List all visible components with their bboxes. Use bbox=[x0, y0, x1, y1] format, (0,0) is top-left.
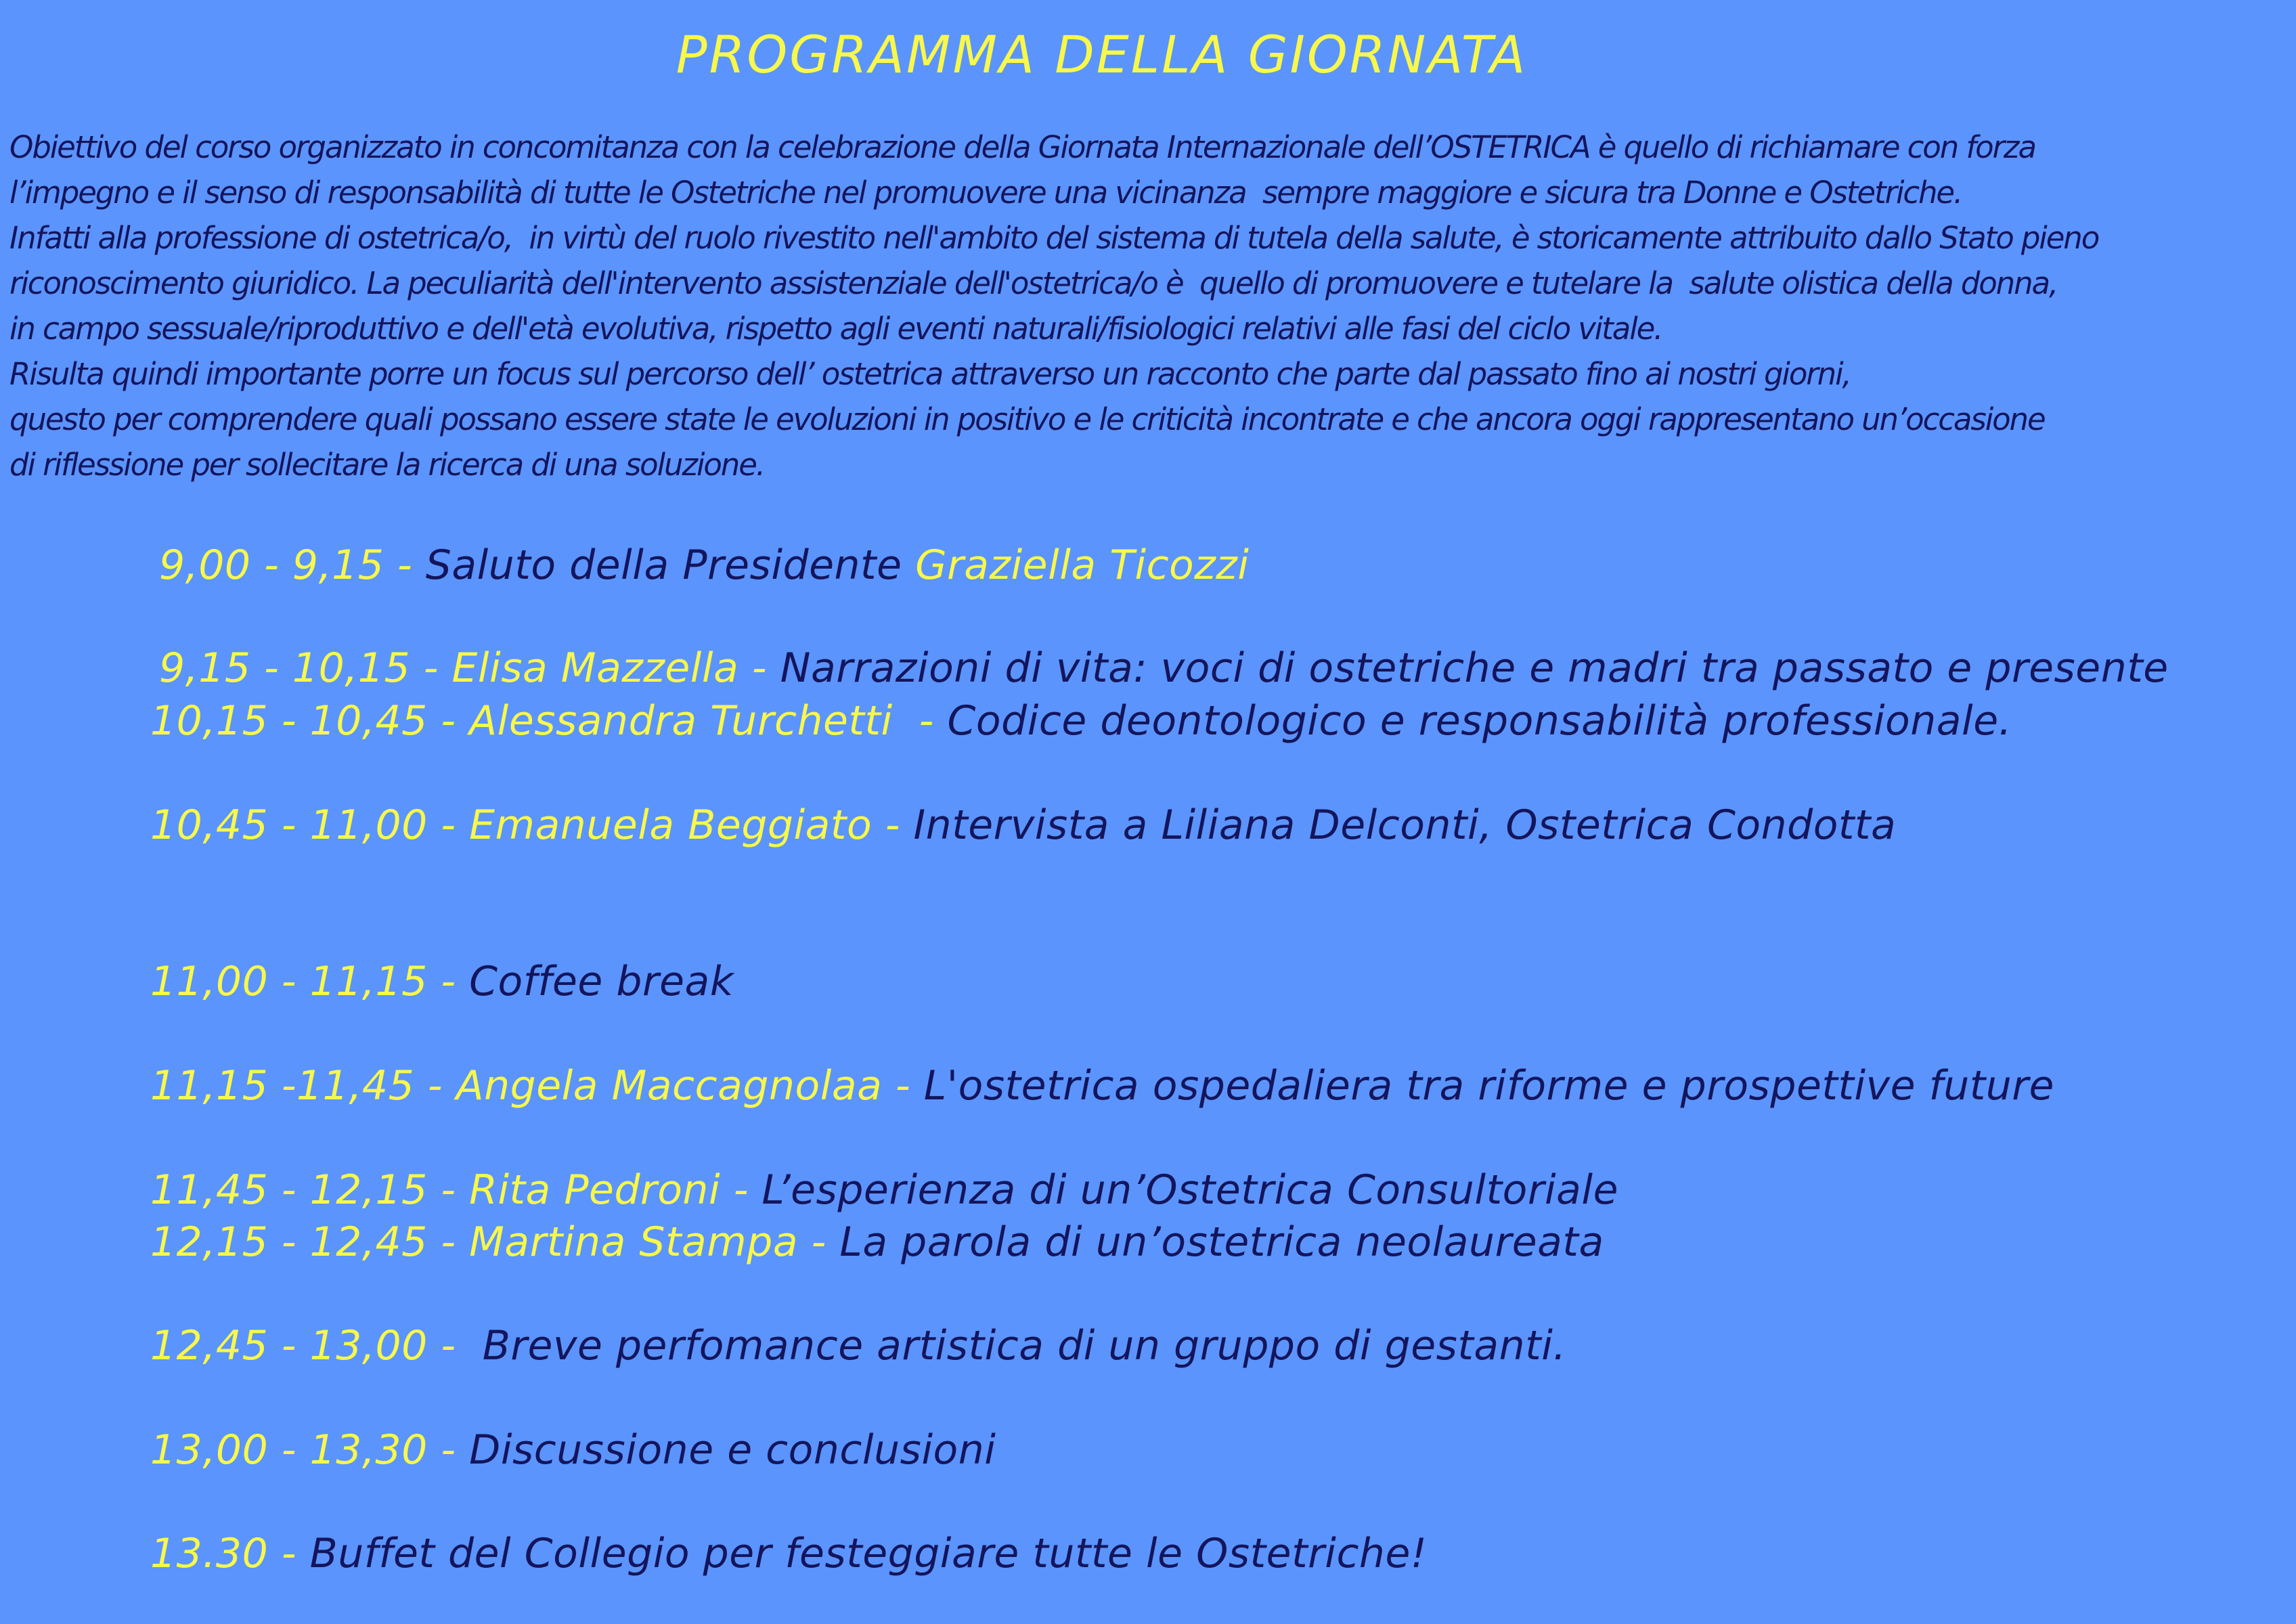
schedule-time: 12,15 - 12,45 bbox=[150, 1219, 428, 1266]
separator: - bbox=[798, 1219, 840, 1266]
schedule-topic: Narrazioni di vita: voci di ostetriche e madri tra passato e presente bbox=[780, 644, 2169, 692]
separator: - bbox=[268, 1530, 310, 1577]
schedule-topic: Breve perfomance artistica di un gruppo di gestanti. bbox=[482, 1322, 1566, 1369]
page-title: PROGRAMMA DELLA GIORNATA bbox=[676, 24, 1528, 85]
intro-line: l’impegno e il senso di responsabilità di tutte le Ostetriche nel promuovere una vicinanza sempre maggiore e sicura tra Donne e Ostetriche. bbox=[9, 175, 1962, 211]
schedule-item bbox=[150, 1166, 1618, 1214]
schedule-time: 11,00 - 11,15 bbox=[150, 958, 428, 1005]
schedule-item bbox=[150, 697, 2012, 745]
schedule-speaker: Graziella Ticozzi bbox=[915, 542, 1250, 589]
schedule-speaker: Alessandra Turchetti bbox=[469, 697, 893, 745]
schedule-time: 13.30 bbox=[150, 1530, 269, 1577]
schedule-time: 11,45 - 12,15 bbox=[150, 1166, 428, 1214]
schedule-item bbox=[150, 1219, 1604, 1266]
separator: - bbox=[410, 644, 452, 692]
separator: - bbox=[872, 802, 914, 849]
separator: - bbox=[882, 1062, 924, 1110]
intro-line: riconoscimento giuridico. La peculiarità dell'intervento assistenziale dell'ostetrica/o è quello di promuovere e tutelare la salute olistica della donna, bbox=[9, 265, 2058, 301]
schedule-speaker: Elisa Mazzella bbox=[451, 644, 739, 692]
intro-paragraph bbox=[9, 125, 2291, 487]
intro-line: di riflessione per sollecitare la ricerca di una soluzione. bbox=[9, 447, 765, 483]
schedule-topic: Saluto della Presidente bbox=[425, 542, 916, 589]
schedule-speaker: Emanuela Beggiato bbox=[469, 802, 873, 849]
schedule-topic: L’esperienza di un’Ostetrica Consultoriale bbox=[761, 1166, 1619, 1214]
schedule-topic: Coffee break bbox=[469, 958, 734, 1005]
schedule-item bbox=[150, 1426, 996, 1474]
schedule-time: 9,15 - 10,15 bbox=[159, 644, 411, 692]
schedule-topic: L'ostetrica ospedaliera tra riforme e prospettive future bbox=[923, 1062, 2054, 1110]
intro-line: Infatti alla professione di ostetrica/o, in virtù del ruolo rivestito nell'ambito del sistema di tutela della salute, è storicamente attribuito dallo Stato pieno bbox=[9, 220, 2099, 256]
schedule-topic: La parola di un’ostetrica neolaureata bbox=[839, 1219, 1604, 1266]
schedule-time: 11,15 -11,45 bbox=[150, 1062, 415, 1110]
separator: - bbox=[427, 1426, 470, 1474]
schedule-topic: Codice deontologico e responsabilità professionale. bbox=[947, 697, 2012, 745]
separator: - bbox=[738, 644, 780, 692]
separator: - bbox=[427, 958, 470, 1005]
schedule-item bbox=[159, 644, 2169, 692]
schedule-item bbox=[150, 1062, 2054, 1110]
schedule-item bbox=[150, 958, 734, 1005]
schedule-time: 10,15 - 10,45 bbox=[150, 697, 428, 745]
schedule-time: 12,45 - 13,00 bbox=[150, 1322, 428, 1369]
intro-line: in campo sessuale/riproduttivo e dell'età evolutiva, rispetto agli eventi naturali/fisiologici relativi alle fasi del ciclo vitale. bbox=[9, 311, 1662, 347]
schedule-item bbox=[150, 1530, 1427, 1577]
schedule-item bbox=[159, 542, 1249, 589]
separator: - bbox=[720, 1166, 762, 1214]
separator: - bbox=[414, 1062, 456, 1110]
schedule-time: 10,45 - 11,00 bbox=[150, 802, 428, 849]
schedule-item bbox=[150, 1322, 1566, 1369]
schedule-speaker: Martina Stampa bbox=[469, 1219, 799, 1266]
schedule-topic: Intervista a Liliana Delconti, Ostetrica Condotta bbox=[913, 802, 1897, 849]
separator: - bbox=[427, 1166, 470, 1214]
schedule-topic: Discussione e conclusioni bbox=[469, 1426, 996, 1474]
separator: - bbox=[427, 802, 470, 849]
schedule-time: 13,00 - 13,30 bbox=[150, 1426, 428, 1474]
separator: - bbox=[427, 1322, 483, 1369]
intro-line: Obiettivo del corso organizzato in concomitanza con la celebrazione della Giornata Internazionale dell’OSTETRICA è quello di richiamare con forza bbox=[9, 129, 2035, 165]
separator: - bbox=[892, 697, 948, 745]
separator: - bbox=[427, 697, 470, 745]
intro-line: Risulta quindi importante porre un focus sul percorso dell’ ostetrica attraverso un racconto che parte dal passato fino ai nostri giorni, bbox=[9, 356, 1851, 392]
schedule-time: 9,00 - 9,15 bbox=[159, 542, 384, 589]
separator: - bbox=[427, 1219, 470, 1266]
intro-line: questo per comprendere quali possano essere state le evoluzioni in positivo e le criticità incontrate e che ancora oggi rappresentano un’occasione bbox=[9, 401, 2045, 437]
schedule-speaker: Angela Maccagnolaa bbox=[456, 1062, 883, 1110]
schedule-topic: Buffet del Collegio per festeggiare tutte le Ostetriche! bbox=[309, 1530, 1428, 1577]
schedule-item bbox=[150, 802, 1896, 849]
schedule-speaker: Rita Pedroni bbox=[469, 1166, 721, 1214]
separator: - bbox=[384, 542, 426, 589]
